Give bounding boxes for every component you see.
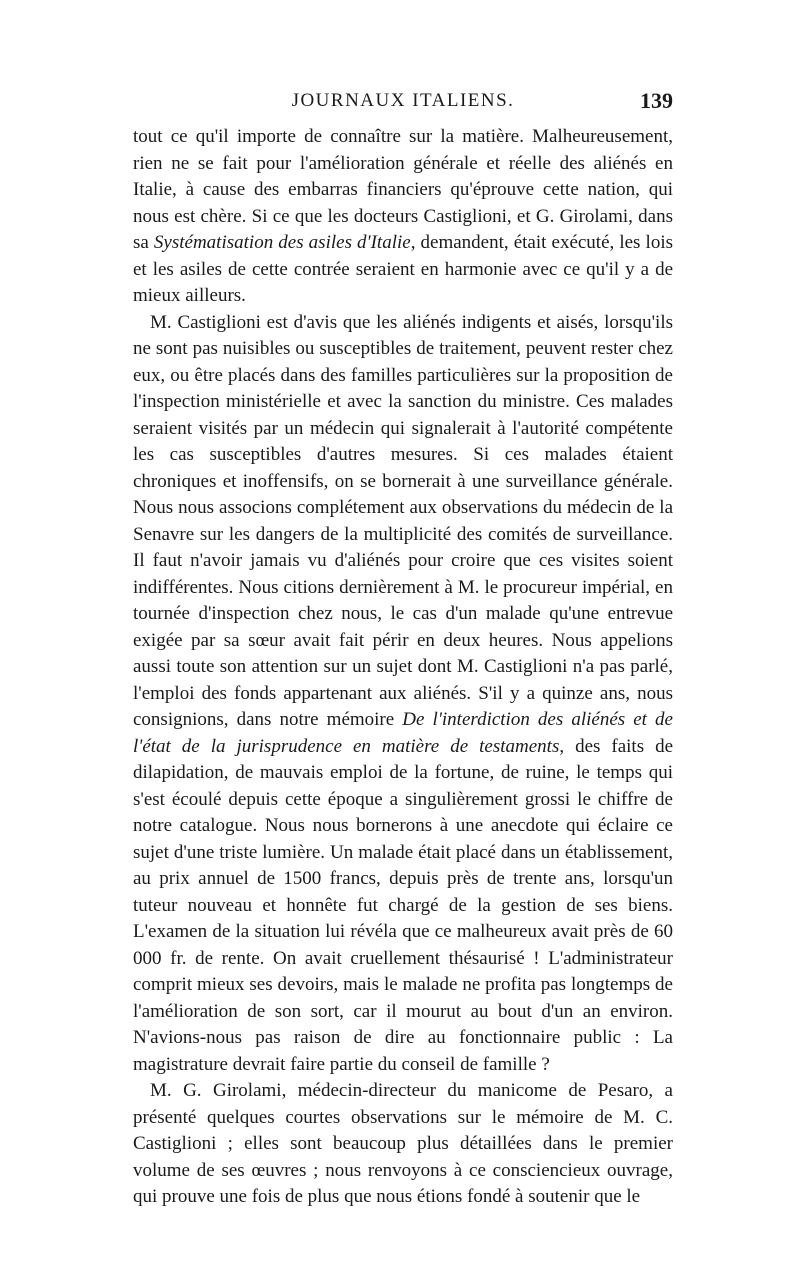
running-title: JOURNAUX ITALIENS. [291, 90, 515, 111]
text-run: M. Castiglioni est d'avis que les aliénés indigents et aisés, lorsqu'ils ne sont pas nuisibles ou susceptibles de traitement, peuvent rester chez eux, ou être placés dans des familles particulières sur la proposition de l'inspection ministérielle et avec la sanction du ministre. Ces malades seraient visités par un médecin qui signalerait à l'autorité compétente les cas susceptibles d'autres mesures. Si ces malades étaient chroniques et inoffensifs, on se bornerait à une surveillance générale. Nous nous associons complétement aux observations du médecin de la Senavre sur les dangers de la multiplicité des comités de surveillance. Il faut n'avoir jamais vu d'aliénés pour croire que ces visites soient indifférentes. Nous citions dernièrement à M. le procureur impérial, en tournée d'inspection chez nous, le cas d'un malade qu'une entrevue exigée par sa sœur avait fait périr en deux heures. Nous appelions aussi toute son attention sur un sujet dont M. Castiglioni n'a pas parlé, l'emploi des fonds appartenant aux aliénés. S'il y a quinze ans, nous consignions, dans notre mémoire [133, 311, 673, 730]
text-run: tout ce qu'il importe de connaître sur la matière. Malheureusement, rien ne se fait pour l'amélioration générale et réelle des aliénés en Italie, à cause des embarras financiers qu'éprouve cette nation, qui nous est chère. Si ce que les docteurs Castiglioni, et G. Girolami, dans sa [133, 126, 673, 253]
text-run: M. G. Girolami, médecin-directeur du manicome de Pesaro, a présenté quelques courtes observations sur le mémoire de M. C. Castiglioni ; elles sont beaucoup plus détaillées dans le premier volume de ses œuvres ; nous renvoyons à ce consciencieux ouvrage, qui prouve une fois de plus que nous étions fondé à soutenir que le [133, 1080, 673, 1207]
body-text [133, 124, 673, 1211]
italic-title-run: De l'interdiction des aliénés et de l'état de la jurisprudence en matière de testaments [133, 709, 673, 757]
page-number: 139 [640, 88, 673, 113]
page-header [133, 86, 673, 116]
text-run: , des faits de dilapidation, de mauvais emploi de la fortune, de ruine, le temps qui s'est écoulé depuis cette époque a singulièrement grossi le chiffre de notre catalogue. Nous nous bornerons à une anecdote qui éclaire ce sujet d'une triste lumière. Un malade était placé dans un établissement, au prix annuel de 1500 francs, depuis près de trente ans, lorsqu'un tuteur nouveau et honnête fut chargé de la gestion de ses biens. L'examen de la situation lui révéla que ce malheureux avait près de 60 000 fr. de rente. On avait cruellement thésaurisé ! L'administrateur comprit mieux ses devoirs, mais le malade ne profita pas longtemps de l'amélioration de son sort, car il mourut au bout d'un an environ. N'avions-nous pas raison de dire au fonctionnaire public : La magistrature devrait faire partie du conseil de famille ? [133, 735, 673, 1075]
italic-title-run: Systématisation des asiles d'Italie [153, 232, 411, 253]
paragraph-2 [133, 310, 673, 1079]
text-run: , demandent, était exécuté, les lois et les asiles de cette contrée seraient en harmonie avec ce qu'il y a de mieux ailleurs. [133, 232, 673, 306]
paragraph-1 [133, 124, 673, 310]
paragraph-3 [133, 1078, 673, 1211]
